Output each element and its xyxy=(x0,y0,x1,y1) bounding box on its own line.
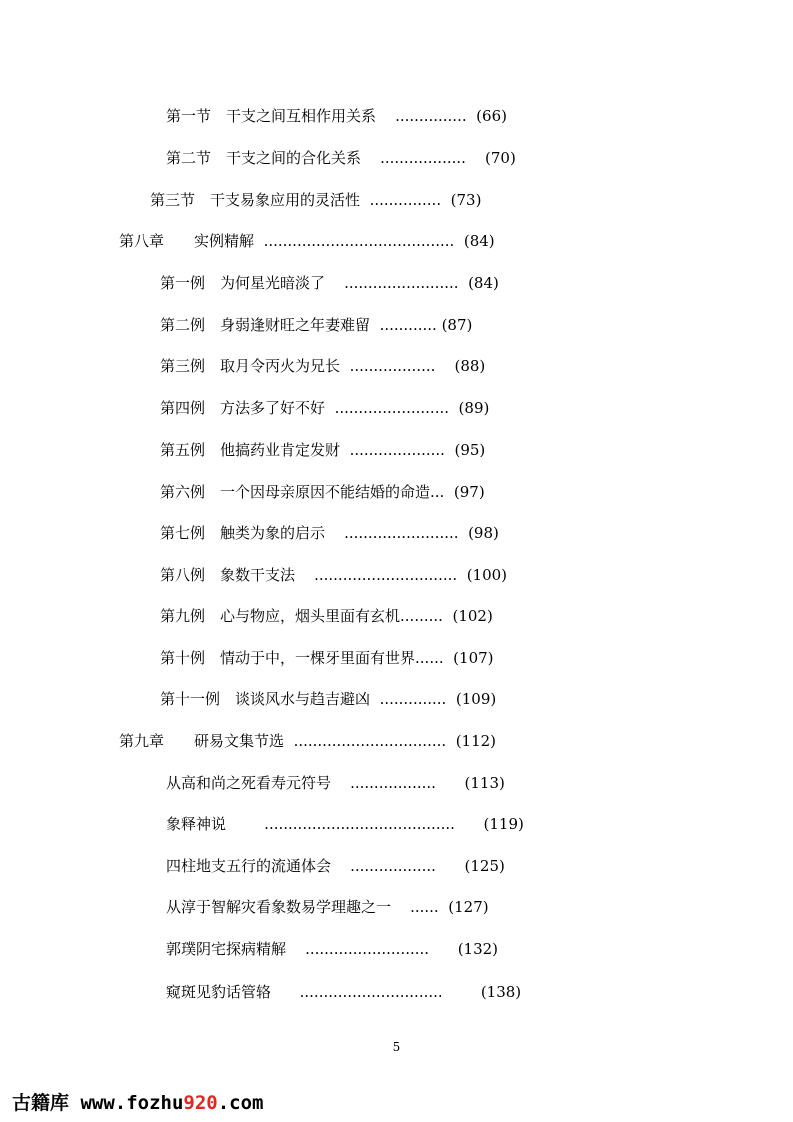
toc-entry-dots: ............... xyxy=(395,107,467,125)
toc-entry-dots: ............... xyxy=(369,191,442,209)
toc-entry-page: (97) xyxy=(453,483,485,501)
toc-entry-title: 第一例 为何星光暗淡了 xyxy=(160,274,326,292)
toc-entry[interactable] xyxy=(160,648,494,668)
toc-entry[interactable] xyxy=(166,814,524,834)
toc-entry-page: (98) xyxy=(468,524,499,542)
toc-entry-dots: .............................. xyxy=(299,983,443,1001)
toc-entry[interactable] xyxy=(160,689,496,709)
toc-entry-page: (84) xyxy=(463,232,495,250)
toc-entry-dots: ................................ xyxy=(293,732,447,750)
toc-entry-dots: .................. xyxy=(349,357,436,375)
toc-entry-page: (112) xyxy=(455,732,497,750)
footer-brand: 古籍库 www.fozhu xyxy=(12,1092,184,1114)
toc-entry-page: (125) xyxy=(464,857,505,875)
toc-entry-title: 郭璞阴宅探病精解 xyxy=(166,940,287,958)
toc-entry-dots: ...... xyxy=(410,898,439,916)
footer-brand-tld: .com xyxy=(217,1092,264,1114)
toc-entry-page: (127) xyxy=(448,898,489,916)
toc-entry-title: 第九章 研易文集节选 xyxy=(119,732,285,750)
toc-entry-title: 象释神说 xyxy=(166,815,227,833)
toc-entry[interactable] xyxy=(160,606,493,626)
toc-chapter[interactable] xyxy=(119,731,496,751)
toc-entry[interactable] xyxy=(160,565,507,585)
toc-entry[interactable] xyxy=(160,482,485,502)
toc-entry-title: 从高和尚之死看寿元符号 xyxy=(166,774,332,792)
toc-chapter[interactable] xyxy=(119,231,495,251)
toc-entry[interactable] xyxy=(160,398,489,418)
toc-entry-title: 窥斑见豹话管辂 xyxy=(166,983,272,1001)
toc-entry[interactable] xyxy=(166,897,489,917)
toc-entry-title: 第九例 心与物应，烟头里面有玄机 xyxy=(160,607,401,625)
toc-entry-title: 第一节 干支之间互相作用关系 xyxy=(166,107,377,125)
toc-entry-page: (70) xyxy=(485,149,516,167)
toc-entry-title: 第二节 干支之间的合化关系 xyxy=(166,149,362,167)
toc-entry-page: (88) xyxy=(454,357,486,375)
toc-entry-title: 第十一例 谈谈风水与趋吉避凶 xyxy=(160,690,371,708)
toc-entry[interactable] xyxy=(150,190,481,210)
toc-entry-dots: ...... xyxy=(415,649,444,667)
toc-entry-dots: ............ xyxy=(379,316,437,334)
toc-entry-page: (100) xyxy=(466,566,508,584)
toc-entry-page: (73) xyxy=(450,191,482,209)
toc-entry-title: 第五例 他搞药业肯定发财 xyxy=(160,441,341,459)
toc-entry-dots: ......... xyxy=(400,607,443,625)
toc-entry-title: 第三节 干支易象应用的灵活性 xyxy=(150,191,361,209)
toc-entry-dots: .............................. xyxy=(314,566,458,584)
toc-entry-dots: ........................................ xyxy=(264,815,455,833)
toc-entry-page: (107) xyxy=(453,649,494,667)
toc-entry[interactable] xyxy=(166,773,505,793)
toc-entry-page: (66) xyxy=(476,107,507,125)
toc-entry-page: (132) xyxy=(457,940,499,958)
toc-entry-title: 第七例 触类为象的启示 xyxy=(160,524,326,542)
toc-entry-page: (102) xyxy=(452,607,493,625)
toc-entry-dots: .................. xyxy=(380,149,466,167)
toc-entry-page: (138) xyxy=(480,983,522,1001)
toc-entry-dots: ........................................ xyxy=(263,232,455,250)
toc-entry-page: (87) xyxy=(441,316,473,334)
toc-entry-title: 第二例 身弱逢财旺之年妻难留 xyxy=(160,316,371,334)
toc-entry-page: (89) xyxy=(458,399,490,417)
toc-entry-title: 四柱地支五行的流通体会 xyxy=(166,857,332,875)
toc-entry-title: 第八章 实例精解 xyxy=(119,232,255,250)
toc-entry-title: 第四例 方法多了好不好 xyxy=(160,399,326,417)
toc-entry-page: (84) xyxy=(468,274,499,292)
toc-entry-dots: ........................ xyxy=(344,524,459,542)
toc-entry-page: (95) xyxy=(454,441,486,459)
toc-entry-dots: ........................ xyxy=(334,399,449,417)
toc-entry-dots: .................. xyxy=(350,774,436,792)
toc-entry-dots: .............. xyxy=(379,690,447,708)
toc-entry[interactable] xyxy=(160,356,485,376)
toc-entry-title: 第十例 情动于中，一棵牙里面有世界 xyxy=(160,649,416,667)
footer-watermark[interactable] xyxy=(12,1088,263,1115)
toc-entry-page: (119) xyxy=(483,815,524,833)
toc-entry[interactable] xyxy=(160,440,485,460)
toc-entry-title: 从淳于智解灾看象数易学理趣之一 xyxy=(166,898,392,916)
toc-entry[interactable] xyxy=(166,982,521,1002)
toc-entry[interactable] xyxy=(160,523,499,543)
toc-entry-dots: .......................... xyxy=(305,940,430,958)
toc-entry[interactable] xyxy=(166,148,516,168)
toc-entry-title: 第六例 一个因母亲原因不能结婚的命造 xyxy=(160,483,431,501)
toc-entry[interactable] xyxy=(166,106,507,126)
toc-entry-dots: ........................ xyxy=(344,274,459,292)
toc-entry-title: 第八例 象数干支法 xyxy=(160,566,296,584)
toc-entry-dots: ... xyxy=(430,483,445,501)
toc-entry-page: (113) xyxy=(464,774,505,792)
page-number: 5 xyxy=(392,1040,401,1054)
footer-brand-number: 920 xyxy=(183,1092,218,1114)
toc-entry[interactable] xyxy=(166,939,498,959)
toc-entry-page: (109) xyxy=(455,690,497,708)
toc-entry[interactable] xyxy=(166,856,505,876)
toc-entry-title: 第三例 取月令丙火为兄长 xyxy=(160,357,341,375)
toc-entry-dots: .................. xyxy=(350,857,436,875)
toc-entry[interactable] xyxy=(160,315,472,335)
toc-entry[interactable] xyxy=(160,273,499,293)
toc-entry-dots: .................... xyxy=(349,441,445,459)
